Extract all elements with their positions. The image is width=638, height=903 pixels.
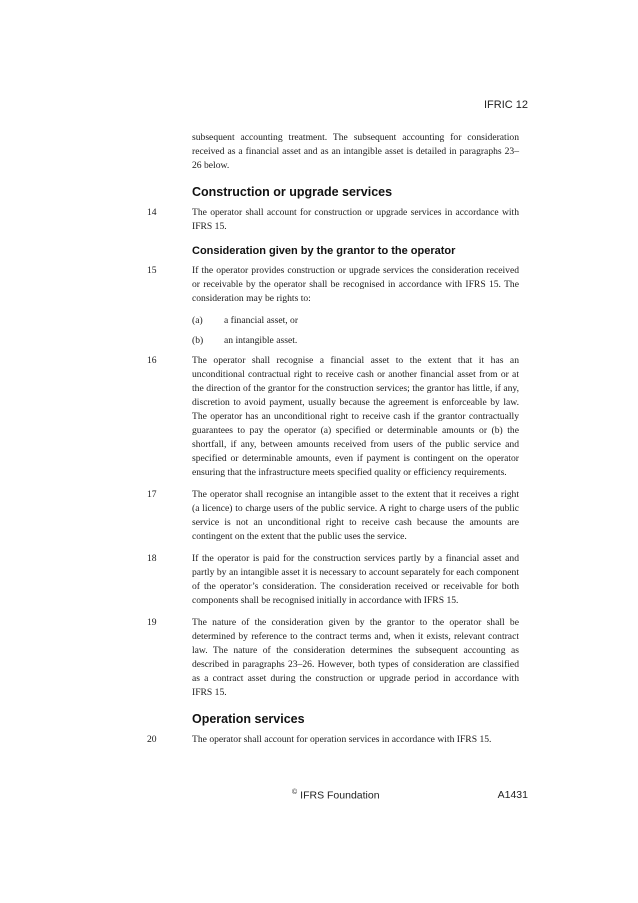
page-content	[147, 131, 519, 755]
intro-paragraph: subsequent accounting treatment. The subsequent accounting for consideration received as a financial asset and as an intangible asset is detailed in paragraphs 23–26 below.	[192, 132, 519, 171]
footer-organization: IFRS Foundation	[300, 789, 380, 802]
list-item-a	[147, 314, 519, 328]
paragraph-number: 19	[147, 617, 157, 628]
paragraph-18	[147, 552, 519, 608]
list-marker: (a)	[192, 315, 203, 326]
paragraph-19	[147, 616, 519, 700]
heading-operation: Operation services	[192, 712, 305, 726]
copyright-icon: ©	[292, 789, 298, 796]
running-header: IFRIC 12	[483, 99, 528, 111]
paragraph-text: The operator shall account for construction or upgrade services in accordance with IFRS 15.	[192, 207, 519, 232]
page-number: A1431	[497, 789, 528, 801]
paragraph-number: 17	[147, 489, 157, 500]
list-item-b	[147, 334, 519, 348]
list-marker: (b)	[192, 335, 204, 346]
paragraph-text: The operator shall recognise a financial asset to the extent that it has an unconditional contractual right to receive cash or another financial asset from or at the direction of the grantor for the construction services; the grantor has little, if any, discretion to avoid payment, usually because the agreement is enforceable by law. The operator has an unconditional right to receive cash if the grantor contractually guarantees to pay the operator (a) specified or determinable amounts or (b) the shortfall, if any, between amounts received from users of the public service and specified or determinable amounts, even if payment is contingent on the operator ensuring that the infrastructure meets specified quality or efficiency requirements.	[192, 355, 519, 478]
paragraph-14	[147, 206, 519, 234]
paragraph-number: 18	[147, 553, 157, 564]
paragraph-number: 14	[147, 207, 157, 218]
paragraph-number: 16	[147, 355, 157, 366]
paragraph-text: If the operator provides construction or upgrade services the consideration received or receivable by the operator shall be recognised in accordance with IFRS 15. The consideration may be rights to:	[192, 265, 519, 304]
list-text: an intangible asset.	[224, 335, 298, 346]
paragraph-17	[147, 488, 519, 544]
paragraph-number: 15	[147, 265, 157, 276]
paragraph-20	[147, 733, 519, 747]
paragraph-text: The nature of the consideration given by the grantor to the operator shall be determined by reference to the contract terms and, when it exists, relevant contract law. The nature of the consideration determines the subsequent accounting as described in paragraphs 23–26. However, both types of consideration are classified as a contract asset during the construction or upgrade period in accordance with IFRS 15.	[192, 617, 519, 698]
paragraph-16	[147, 354, 519, 480]
paragraph-text: If the operator is paid for the construction services partly by a financial asset and partly by an intangible asset it is necessary to account separately for each component of the operator’s consideration. The consideration received or receivable for both components shall be recognised initially in accordance with IFRS 15.	[192, 553, 519, 606]
paragraph-text: The operator shall recognise an intangible asset to the extent that it receives a right (a licence) to charge users of the public service. A right to charge users of the public service is not an unconditional right to receive cash because the amounts are contingent on the extent that the public uses the service.	[192, 489, 519, 542]
paragraph-15	[147, 264, 519, 306]
heading-construction: Construction or upgrade services	[192, 185, 393, 199]
footer-copyright	[292, 789, 380, 802]
paragraph-text: The operator shall account for operation services in accordance with IFRS 15.	[192, 734, 492, 745]
heading-consideration: Consideration given by the grantor to the operator	[192, 245, 456, 257]
list-text: a financial asset, or	[224, 315, 299, 326]
paragraph-number: 20	[147, 734, 157, 745]
